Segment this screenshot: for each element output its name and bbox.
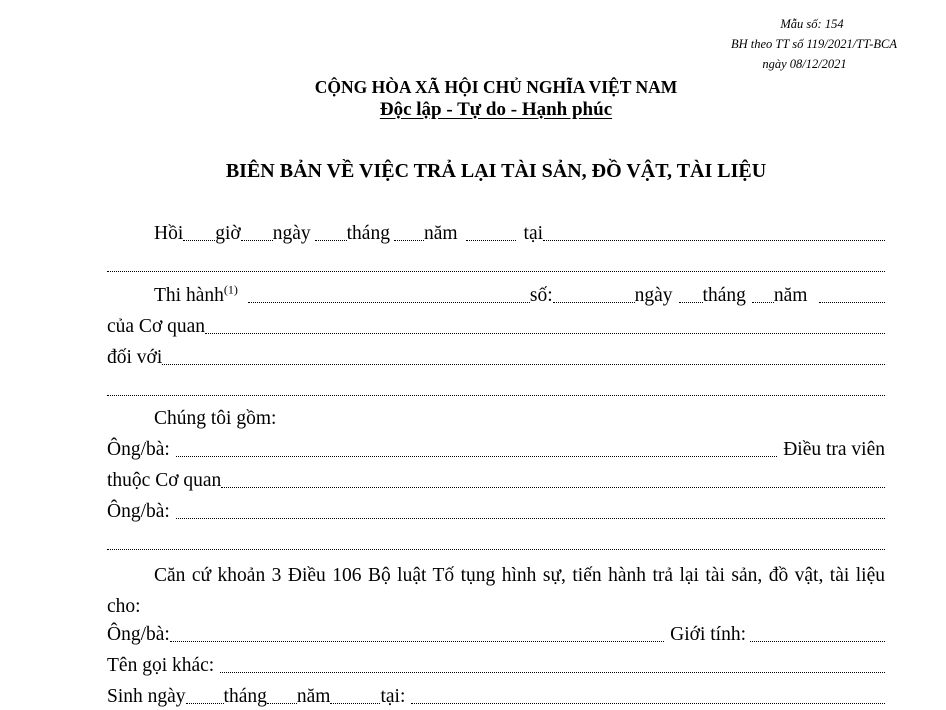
day-label: ngày: [272, 223, 311, 244]
place-field-continued[interactable]: [107, 270, 885, 272]
exec-month-label: tháng: [702, 285, 746, 306]
national-motto: [0, 98, 946, 122]
month-field[interactable]: [394, 239, 424, 241]
year-field[interactable]: [466, 239, 516, 241]
exec-month-field[interactable]: [752, 301, 774, 303]
member2-line: [107, 499, 885, 525]
execution-label: Thi hành$^{(1)}$: [154, 282, 238, 306]
form-number: Mẫu số: 154: [780, 17, 844, 31]
member2-label: Ông/bà:: [107, 501, 170, 522]
member1-line: [107, 437, 885, 463]
birth-month-label: tháng: [223, 686, 267, 707]
member1-agency-label: thuộc Cơ quan: [107, 470, 222, 491]
members-intro: Chúng tôi gồm:: [154, 408, 277, 429]
year-label: năm: [423, 223, 458, 244]
member2-continuation-line: [107, 530, 885, 556]
form-code-block: [657, 14, 897, 74]
target-line: [107, 345, 885, 371]
birth-line: [107, 684, 885, 710]
member1-label: Ông/bà:: [107, 439, 170, 460]
member1-agency-field[interactable]: [221, 486, 885, 488]
birth-place-field[interactable]: [411, 702, 885, 704]
gender-label: Giới tính:: [670, 624, 746, 645]
agency-line: [107, 314, 885, 340]
target-continuation-line: [107, 376, 885, 402]
hour-label: Hồi: [154, 223, 184, 244]
agency-field[interactable]: [205, 332, 885, 334]
minute-field[interactable]: [241, 239, 273, 241]
recipient-label: Ông/bà:: [107, 624, 170, 645]
member1-name-field[interactable]: [176, 455, 777, 457]
minute-label: giờ: [215, 223, 241, 244]
exec-year-label: năm: [773, 285, 808, 306]
exec-day-field[interactable]: [679, 301, 703, 303]
member1-role: Điều tra viên: [783, 439, 885, 460]
alias-label: Tên gọi khác:: [107, 655, 215, 676]
alias-line: [107, 653, 885, 679]
number-field[interactable]: [553, 301, 635, 303]
day-field[interactable]: [315, 239, 347, 241]
place-label: tại: [523, 223, 544, 244]
agency-label: của Cơ quan: [107, 316, 206, 337]
recipient-name-field[interactable]: [170, 640, 664, 642]
motto-text: Độc lập - Tự do - Hạnh phúc: [379, 99, 613, 120]
execution-line: [107, 283, 885, 309]
target-field[interactable]: [162, 363, 885, 365]
members-intro-line: [107, 406, 885, 432]
target-field-continued[interactable]: [107, 394, 885, 396]
birth-year-field[interactable]: [330, 702, 380, 704]
circular-date: ngày 08/12/2021: [762, 57, 847, 71]
place-continuation-line: [107, 252, 885, 278]
circular-reference: BH theo TT số 119/2021/TT-BCA: [731, 37, 897, 51]
birth-day-field[interactable]: [186, 702, 224, 704]
place-field[interactable]: [543, 239, 885, 241]
recipient-line: [107, 622, 885, 648]
execution-document-field[interactable]: [248, 301, 530, 303]
time-place-line: [107, 221, 885, 247]
number-label: số:: [529, 285, 553, 306]
birth-month-field[interactable]: [267, 702, 297, 704]
target-label: đối với: [107, 347, 163, 368]
birth-day-label: Sinh ngày: [107, 686, 186, 707]
exec-year-field[interactable]: [819, 301, 885, 303]
member2-field-continued[interactable]: [107, 548, 885, 550]
birth-year-label: năm: [296, 686, 331, 707]
member2-name-field[interactable]: [176, 517, 885, 519]
national-title: CỘNG HÒA XÃ HỘI CHỦ NGHĨA VIỆT NAM: [314, 77, 678, 97]
document-title: BIÊN BẢN VỀ VIỆC TRẢ LẠI TÀI SẢN, ĐỒ VẬT, TÀI LIỆU: [225, 160, 767, 182]
footnote-marker: (1): [223, 282, 238, 297]
alias-field[interactable]: [220, 671, 885, 673]
member1-agency-line: [107, 468, 885, 494]
birth-place-label: tại:: [380, 686, 406, 707]
hour-field[interactable]: [183, 239, 215, 241]
gender-field[interactable]: [750, 640, 885, 642]
exec-day-label: ngày: [634, 285, 673, 306]
month-label: tháng: [346, 223, 390, 244]
legal-basis-paragraph: Căn cứ khoản 3 Điều 106 Bộ luật Tố tụng hình sự, tiến hành trả lại tài sản, đồ vật, tài liệu cho:: [107, 565, 885, 617]
